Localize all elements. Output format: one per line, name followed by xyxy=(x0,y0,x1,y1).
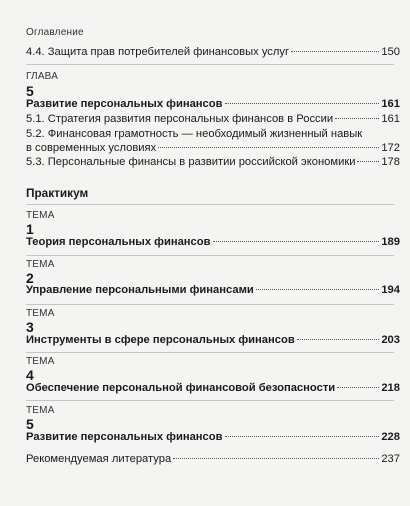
toc-entry: Рекомендуемая литература 237 xyxy=(26,453,400,465)
topic-number: 2 xyxy=(26,270,34,286)
leader-dots xyxy=(225,436,380,437)
leader-dots xyxy=(297,339,380,340)
chapter-title-entry: Развитие персональных финансов 161 xyxy=(26,98,400,110)
toc-entry-line1: 5.2. Финансовая грамотность — необходимый жизненный навык xyxy=(26,128,363,140)
topic-number: 4 xyxy=(26,367,34,383)
topic-label: ТЕМА xyxy=(26,308,55,319)
toc-entry: 4.4. Защита прав потребителей финансовых услуг 150 xyxy=(26,46,400,58)
chapter-number: 5 xyxy=(26,83,34,99)
topic-label: ТЕМА xyxy=(26,259,55,270)
topic-label: ТЕМА xyxy=(26,356,55,367)
topic-entry: Теория персональных финансов 189 xyxy=(26,236,400,248)
chapter-label: ГЛАВА xyxy=(26,71,59,82)
topic-number: 3 xyxy=(26,319,34,335)
topic-label: ТЕМА xyxy=(26,210,55,221)
divider xyxy=(26,352,394,353)
divider xyxy=(26,304,394,305)
topic-entry: Развитие персональных финансов 228 xyxy=(26,431,400,443)
leader-dots xyxy=(256,289,380,290)
leader-dots xyxy=(173,458,379,459)
toc-entry: 5.3. Персональные финансы в развитии российской экономики 178 xyxy=(26,156,400,168)
section-title: Практикум xyxy=(26,186,89,200)
leader-dots xyxy=(158,147,379,148)
leader-dots xyxy=(291,51,379,52)
leader-dots xyxy=(213,241,380,242)
topic-label: ТЕМА xyxy=(26,405,55,416)
leader-dots xyxy=(337,387,379,388)
toc-entry: в современных условиях 172 xyxy=(26,142,400,154)
topic-entry: Инструменты в сфере персональных финансов 203 xyxy=(26,334,400,346)
divider xyxy=(26,400,394,401)
divider xyxy=(26,204,394,205)
topic-number: 1 xyxy=(26,221,34,237)
divider xyxy=(26,64,394,65)
topic-entry: Обеспечение персональной финансовой безопасности 218 xyxy=(26,382,400,394)
toc-entry: 5.1. Стратегия развития персональных финансов в России 161 xyxy=(26,113,400,125)
toc-page xyxy=(26,0,400,506)
topic-entry: Управление персональными финансами 194 xyxy=(26,284,400,296)
leader-dots xyxy=(357,161,379,162)
topic-number: 5 xyxy=(26,416,34,432)
leader-dots xyxy=(335,118,379,119)
leader-dots xyxy=(225,103,380,104)
running-header: Оглавление xyxy=(26,27,84,38)
divider xyxy=(26,255,394,256)
